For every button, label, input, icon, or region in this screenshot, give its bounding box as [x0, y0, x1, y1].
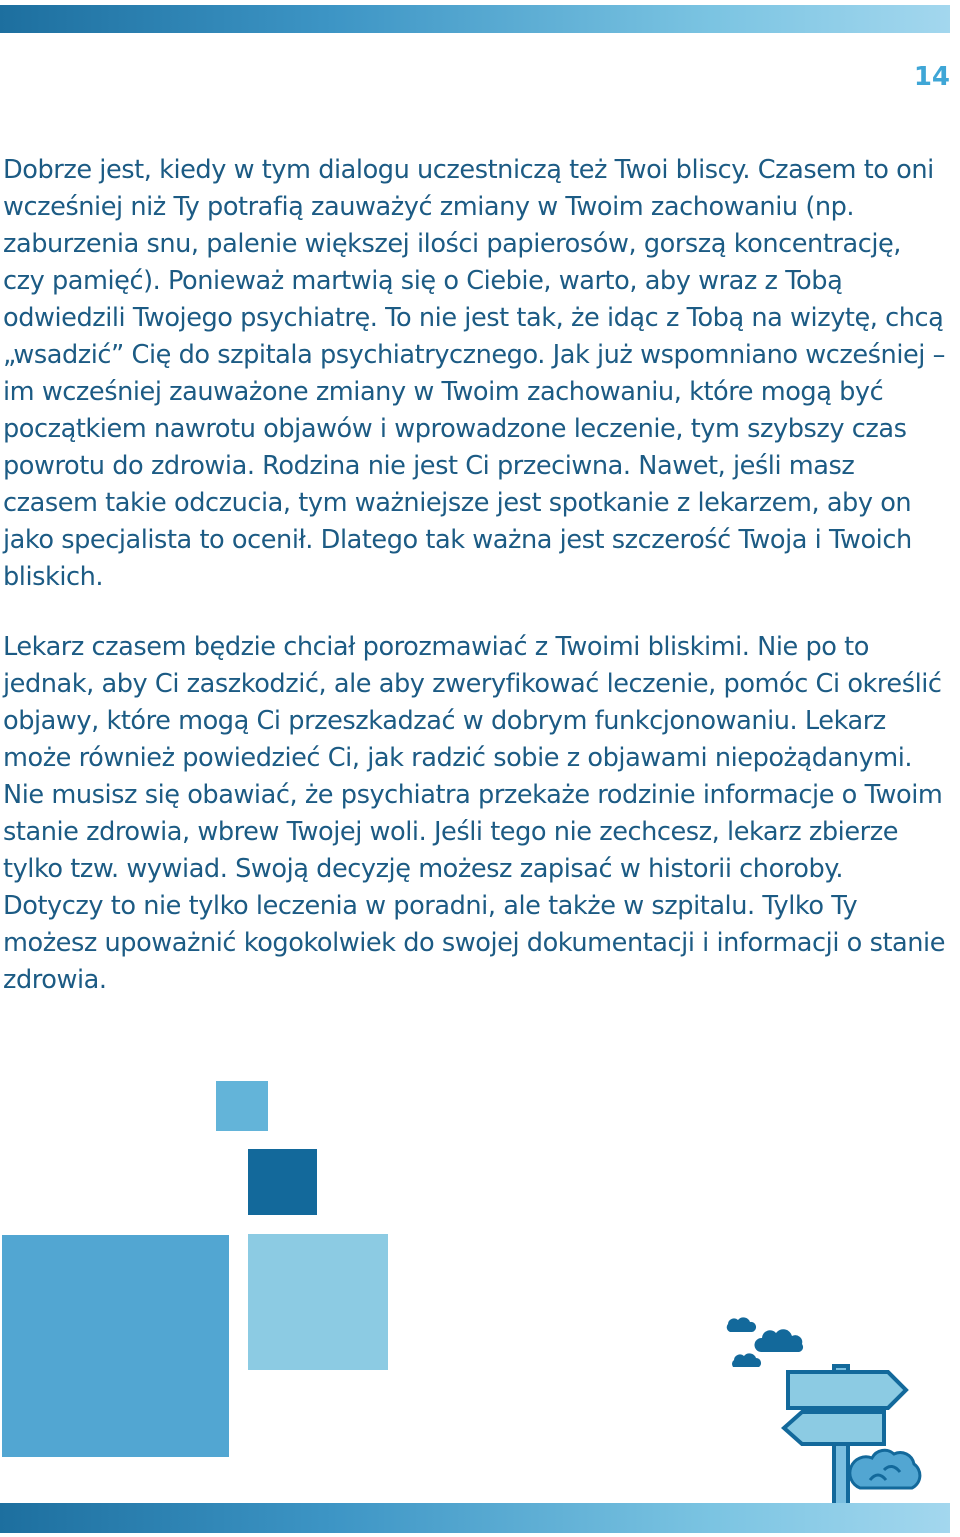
signpost-arrow-left: [784, 1412, 884, 1444]
signpost-icon: [720, 1310, 930, 1506]
cloud-icon: [732, 1353, 761, 1367]
body-text: [3, 152, 948, 999]
decorative-square-dark: [248, 1149, 317, 1215]
paragraph-1: Dobrze jest, kiedy w tym dialogu uczestniczą też Twoi bliscy. Czasem to oni wcześniej niż Ty potrafią zauważyć zmiany w Twoim zachowaniu (np. zaburzenia snu, palenie większej ilości papierosów, gorszą koncentrację, czy pamięć). Ponieważ martwią się o Ciebie, warto, aby wraz z Tobą odwiedzili Twojego psychiatrę. To nie jest tak, że idąc z Tobą na wizytę, chcą „wsadzić” Cię do szpitala psychiatrycznego. Jak już wspomniano wcześniej – im wcześniej zauważone zmiany w Twoim zachowaniu, które mogą być początkiem nawrotu objawów i wprowadzone leczenie, tym szybszy czas powrotu do zdrowia. Rodzina nie jest Ci przeciwna. Nawet, jeśli masz czasem takie odczucia, tym ważniejsze jest spotkanie z lekarzem, aby on jako specjalista to ocenił. Dlatego tak ważna jest szczerość Twoja i Twoich bliskich.: [3, 155, 945, 592]
signpost-arrow-right: [788, 1372, 906, 1408]
cloud-icon: [727, 1317, 756, 1332]
brain-icon: [850, 1450, 920, 1488]
page-number: 14: [913, 62, 950, 92]
decorative-square-light: [248, 1234, 388, 1370]
decorative-square-small: [216, 1081, 268, 1131]
paragraph-2: Lekarz czasem będzie chciał porozmawiać z Twoimi bliskimi. Nie po to jednak, aby Ci zaszkodzić, ale aby zweryfikować leczenie, pomóc Ci określić objawy, które mogą Ci przeszkadzać w dobrym funkcjonowaniu. Lekarz może również powiedzieć Ci, jak radzić sobie z objawami niepożądanymi. Nie musisz się obawiać, że psychiatra przekaże rodzinie informacje o Twoim stanie zdrowia, wbrew Twojej woli. Jeśli tego nie zechcesz, lekarz zbierze tylko tzw. wywiad. Swoją decyzję możesz zapisać w historii choroby. Dotyczy to nie tylko leczenia w poradni, ale także w szpitalu. Tylko Ty możesz upoważnić kogokolwiek do swojej dokumentacji i informacji o stanie zdrowia.: [3, 632, 945, 995]
footer-bar: [0, 1503, 950, 1533]
cloud-icon: [754, 1329, 803, 1352]
decorative-square-large: [2, 1235, 229, 1457]
header-bar: [0, 5, 950, 33]
